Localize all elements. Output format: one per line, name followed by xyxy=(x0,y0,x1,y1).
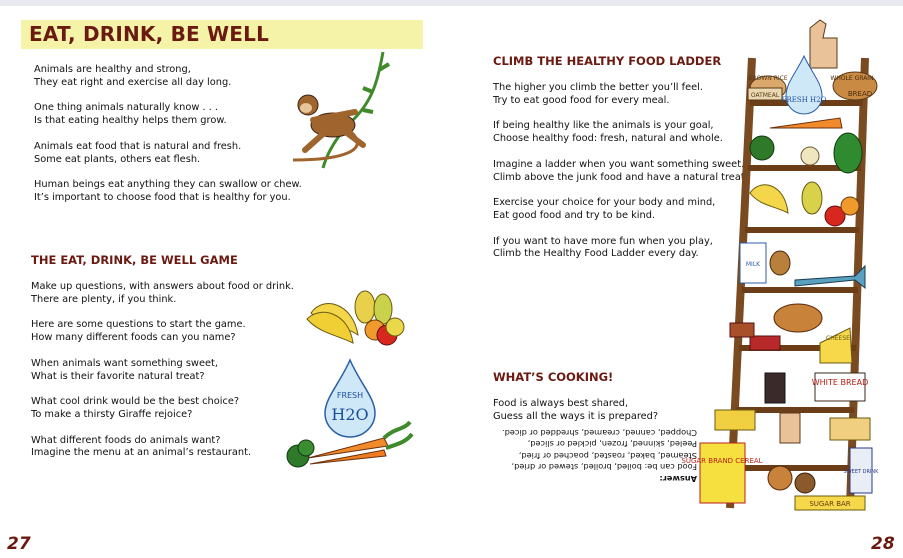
game-stanza-2: Here are some questions to start the game. How many different foods can you name? xyxy=(31,319,246,344)
game-verses xyxy=(31,281,301,473)
ladder-stanza-5: If you want to have more fun when you play, Climb the Healthy Food Ladder every day. xyxy=(493,235,713,260)
page-number-left: 27 xyxy=(7,534,31,554)
thumbs-up-icon xyxy=(810,20,837,68)
intro-stanza-1: Animals are healthy and strong, They eat right and exercise all day long. xyxy=(34,64,232,88)
svg-text:H2O: H2O xyxy=(331,405,369,424)
answer-line-2: Steamed, baked, roasted, poached or fried, xyxy=(518,451,697,461)
thumbs-down-icon xyxy=(780,413,800,443)
ladder-stanza-4: Exercise your choice for your body and mind, Eat good food and try to be kind. xyxy=(493,197,716,221)
sugar-bar-label: SUGAR BAR xyxy=(809,500,851,508)
svg-text:FRESH: FRESH xyxy=(336,391,364,400)
cheese-label: CHEESE xyxy=(826,335,850,342)
game-stanza-3: When animals want something sweet, What is their favorite natural treat? xyxy=(31,357,218,382)
upside-down-answer xyxy=(487,428,697,484)
whole-grain-label: WHOLE GRAIN xyxy=(830,75,874,82)
page-title: EAT, DRINK, BE WELL xyxy=(29,22,270,46)
top-edge-bar xyxy=(0,0,903,6)
game-stanza-4: What cool drink would be the best choice? To make a thirsty Giraffe rejoice? xyxy=(31,396,240,420)
game-stanza-5: What different foods do animals want? Imagine the menu at an animal’s restaurant. xyxy=(31,434,252,459)
ladder-stanza-3: Imagine a ladder when you want something sweet. Climb above the junk food and have a natural treat. xyxy=(493,158,748,183)
answer-line-3: Peeled, skinned, frozen, pickled or sliced, xyxy=(527,439,697,450)
milk-label: MILK xyxy=(745,261,761,268)
answer-line-4: Chopped, canned, creamed, shredded or diced. xyxy=(502,428,697,438)
sweet-drink-label: SWEET DRINK xyxy=(843,469,879,475)
cooking-heading: WHAT’S COOKING! xyxy=(493,370,614,384)
intro-stanza-4: Human beings eat anything they can swallow or chew. It’s important to choose food that is healthy for you. xyxy=(34,179,302,203)
white-bread-label: WHITE BREAD xyxy=(811,378,869,387)
page-number-right: 28 xyxy=(871,534,895,554)
brown-rice-label: BROWN RICE xyxy=(748,75,788,82)
answer-label: Answer: xyxy=(659,474,697,484)
ladder-stanza-2: If being healthy like the animals is your goal, Choose healthy food: fresh, natural and whole. xyxy=(493,120,723,145)
game-heading: THE EAT, DRINK, BE WELL GAME xyxy=(31,253,238,267)
ladder-heading: CLIMB THE HEALTHY FOOD LADDER xyxy=(493,54,722,68)
intro-stanza-2: One thing animals naturally know . . . Is that eating healthy helps them grow. xyxy=(34,102,227,127)
answer-line-1: Food can be: boiled, broiled, stewed or dried, xyxy=(511,462,697,473)
sugar-cereal-label: SUGAR BRAND CEREAL xyxy=(681,457,763,465)
monkey-illustration xyxy=(283,50,403,170)
carrot-illustration xyxy=(284,418,414,468)
fruit-illustration xyxy=(303,285,413,355)
oatmeal-label: OATMEAL xyxy=(750,92,780,99)
bread-label: BREAD xyxy=(847,90,873,98)
game-stanza-1: Make up questions, with answers about food or drink. There are plenty, if you think. xyxy=(31,281,294,305)
fresh-water-label: FRESH H2O xyxy=(781,96,827,104)
cooking-verse: Food is always best shared, Guess all the ways it is prepared? xyxy=(493,398,659,422)
food-ladder-illustration xyxy=(681,18,890,528)
ladder-stanza-1: The higher you climb the better you’ll feel. Try to eat good food for every meal. xyxy=(493,82,703,106)
intro-stanza-3: Animals eat food that is natural and fresh. Some eat plants, others eat flesh. xyxy=(34,140,242,165)
